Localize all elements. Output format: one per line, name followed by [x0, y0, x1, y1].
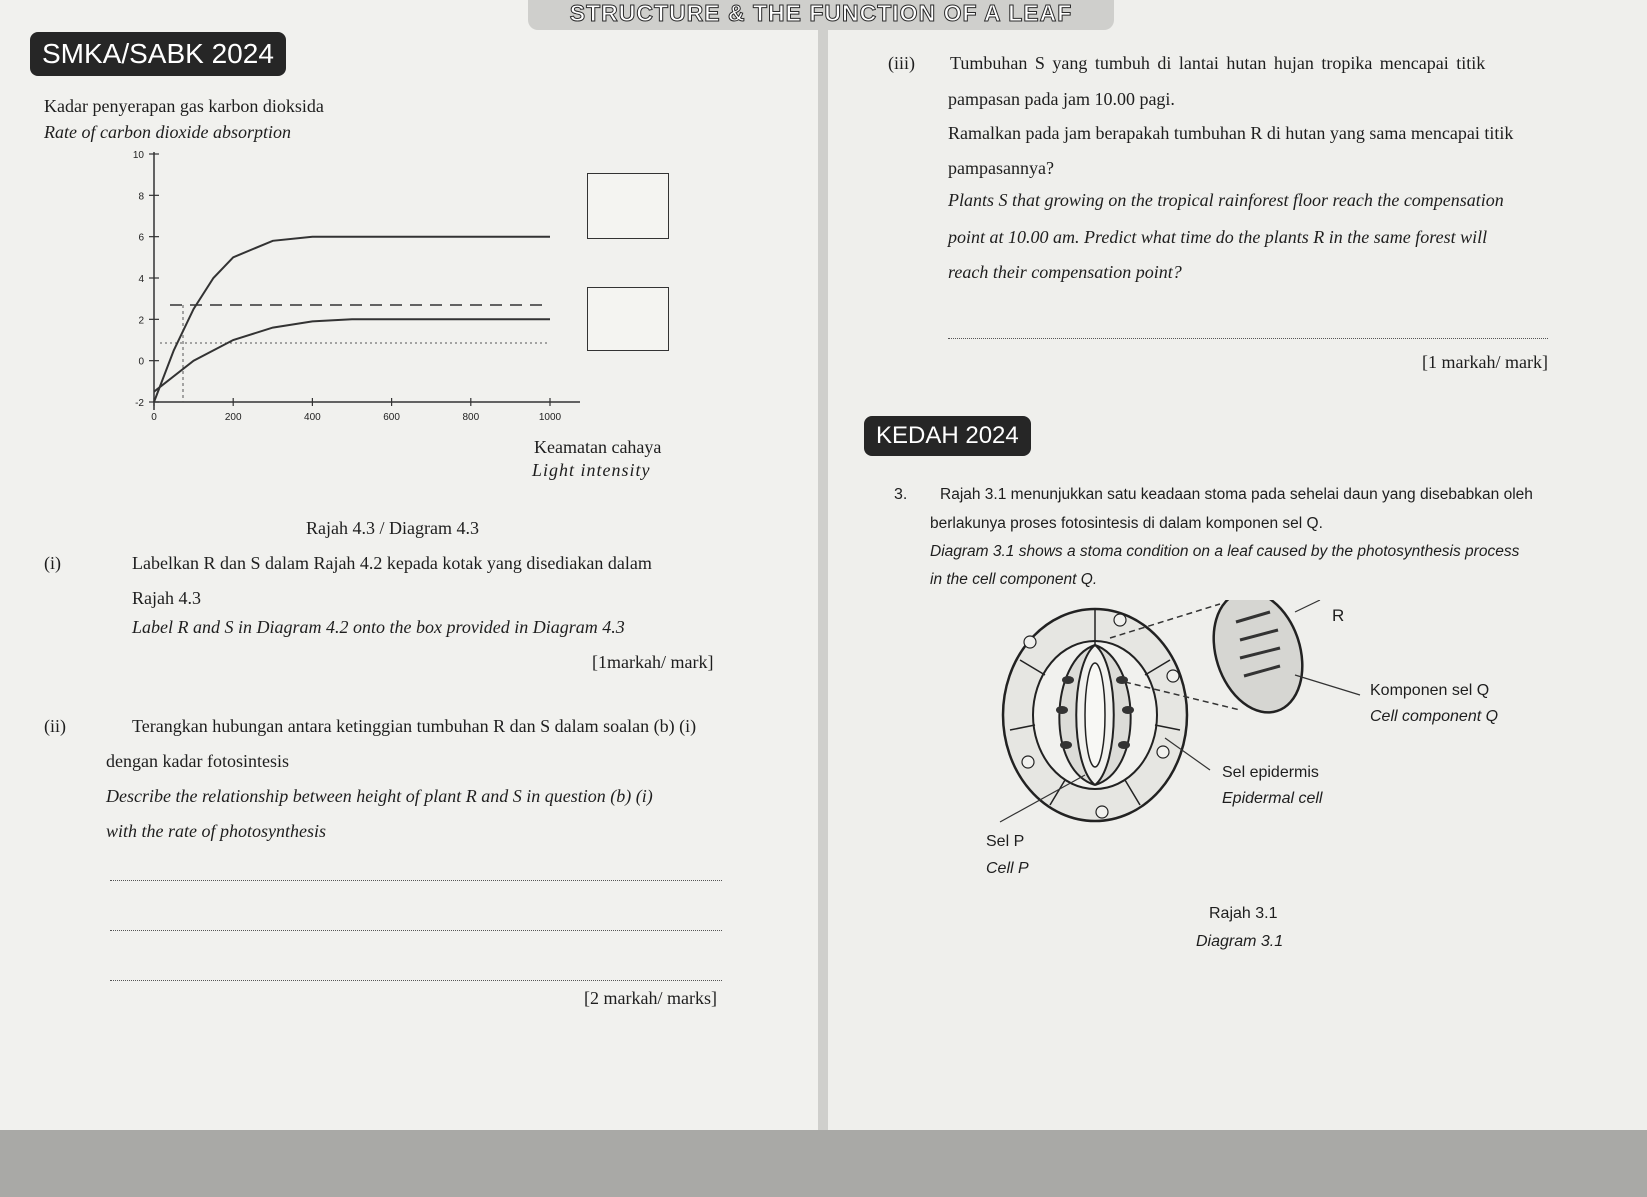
answer-line-ii-1[interactable]: [110, 880, 722, 881]
y-tick-label: 2: [138, 315, 144, 327]
source-tag-kedah: KEDAH 2024: [864, 416, 1031, 456]
chloroplast-enlarged: [1199, 600, 1317, 724]
y-tick-label: 6: [138, 232, 144, 244]
question-3-line2-ms: berlakunya proses fotosintesis di dalam komponen sel Q.: [930, 515, 1323, 532]
answer-line-ii-2[interactable]: [110, 930, 722, 931]
question-3-number: 3.: [894, 486, 908, 503]
question-iii-line1-en: Plants S that growing on the tropical rainforest floor reach the compensation: [948, 190, 1504, 210]
question-ii-line2-ms: dengan kadar fotosintesis: [106, 751, 289, 771]
y-tick-label: 10: [132, 150, 144, 161]
x-tick-label: 400: [304, 412, 321, 423]
graph-ylabel-ms: Kadar penyerapan gas karbon dioksida: [44, 96, 324, 116]
question-ii-line2-en: with the rate of photosynthesis: [106, 821, 326, 841]
question-3-line1-en: Diagram 3.1 shows a stoma condition on a leaf caused by the photosynthesis process: [930, 543, 1520, 560]
label-r: R: [1332, 606, 1345, 625]
question-i-marks: [1markah/ mark]: [592, 652, 714, 672]
question-3-line2-en: in the cell component Q.: [930, 571, 1098, 588]
question-3-line1-ms: Rajah 3.1 menunjukkan satu keadaan stoma pada sehelai daun yang disebabkan oleh: [940, 486, 1533, 503]
curve-plant-b: [154, 319, 550, 391]
source-tag-smka: SMKA/SABK 2024: [30, 32, 286, 76]
x-tick-label: 1000: [538, 412, 562, 423]
diagram-3-1-caption-ms: Rajah 3.1: [1209, 905, 1278, 922]
label-box-lower[interactable]: [587, 287, 669, 351]
y-tick-label: -2: [135, 398, 144, 409]
label-cell-p-en: Cell P: [986, 860, 1029, 877]
label-cell-p-ms: Sel P: [986, 833, 1025, 850]
stoma-diagram: [990, 600, 1390, 840]
graph-ylabel-en: Rate of carbon dioxide absorption: [44, 122, 291, 142]
answer-line-iii[interactable]: [948, 338, 1548, 339]
pointer-r: [1295, 600, 1320, 612]
question-ii-line1-en: Describe the relationship between height of plant R and S in question (b) (i): [106, 786, 653, 806]
diagram-3-1-caption-en: Diagram 3.1: [1196, 933, 1284, 950]
question-iii-line4-ms: pampasannya?: [948, 158, 1054, 178]
label-q-ms: Komponen sel Q: [1370, 682, 1490, 699]
y-tick-label: 4: [138, 274, 144, 285]
question-iii-line3-ms: Ramalkan pada jam berapakah tumbuhan R di hutan yang sama mencapai titik: [948, 123, 1514, 143]
question-ii-line1-ms: Terangkan hubungan antara ketinggian tumbuhan R dan S dalam soalan (b) (i): [132, 716, 697, 736]
graph-xlabel-en: Light intensity: [532, 460, 651, 480]
x-tick-label: 200: [224, 412, 242, 423]
answer-line-ii-3[interactable]: [110, 980, 722, 981]
question-i-line2-ms: Rajah 4.3: [132, 588, 201, 608]
question-iii-line1-ms: Tumbuhan S yang tumbuh di lantai hutan hujan tropika mencapai titik: [950, 53, 1486, 73]
question-i-line1-ms: Labelkan R dan S dalam Rajah 4.2 kepada kotak yang disediakan dalam: [132, 553, 652, 573]
question-i-line-en: Label R and S in Diagram 4.2 onto the box provided in Diagram 4.3: [132, 617, 625, 637]
desk-surface: [0, 1130, 1647, 1197]
co2-absorption-graph: [110, 140, 630, 425]
graph-xlabel-ms: Keamatan cahaya: [534, 437, 662, 457]
y-tick-label: 0: [138, 356, 144, 368]
x-tick-label: 600: [383, 412, 400, 423]
question-ii-number: (ii): [44, 716, 66, 736]
question-i-number: (i): [44, 553, 61, 573]
question-iii-marks: [1 markah/ mark]: [1422, 352, 1548, 372]
label-epidermis-ms: Sel epidermis: [1222, 764, 1319, 781]
x-tick-label: 0: [151, 412, 157, 423]
pointer-q: [1295, 675, 1360, 695]
diagram-4-3-caption: Rajah 4.3 / Diagram 4.3: [306, 518, 479, 538]
question-iii-line2-ms: pampasan pada jam 10.00 pagi.: [948, 89, 1175, 109]
label-epidermis-en: Epidermal cell: [1222, 790, 1323, 807]
question-ii-marks: [2 markah/ marks]: [584, 988, 717, 1008]
question-iii-number: (iii): [888, 53, 915, 73]
x-tick-label: 800: [462, 412, 480, 423]
topic-banner: STRUCTURE & THE FUNCTION OF A LEAF: [528, 0, 1114, 30]
question-iii-line2-en: point at 10.00 am. Predict what time do the plants R in the same forest will: [948, 227, 1488, 247]
y-tick-label: 8: [138, 191, 144, 203]
label-box-upper[interactable]: [587, 173, 669, 239]
question-iii-line3-en: reach their compensation point?: [948, 262, 1182, 282]
label-q-en: Cell component Q: [1370, 708, 1499, 725]
stomatal-pore: [1085, 663, 1105, 767]
